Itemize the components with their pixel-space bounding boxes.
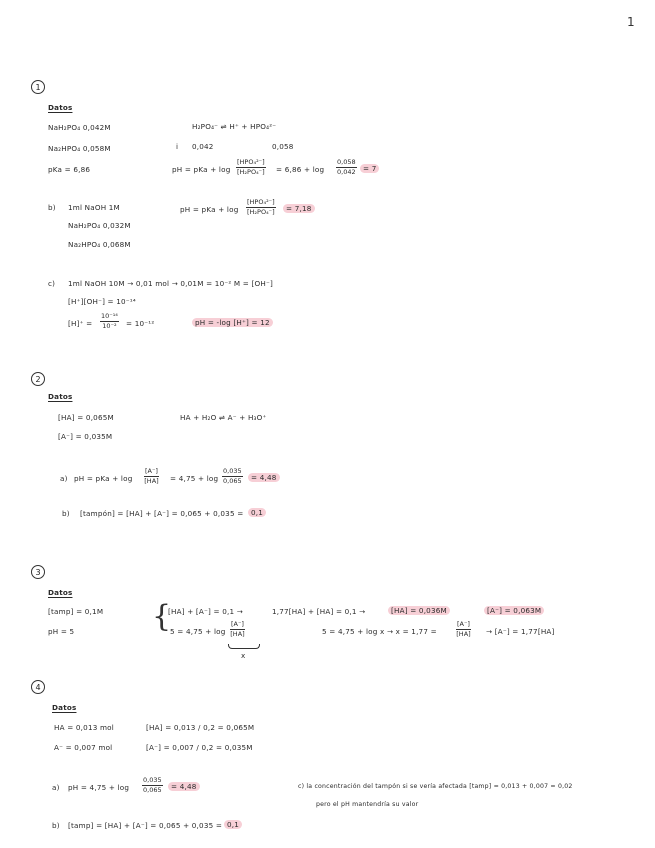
s2-a-ph-formula: pH = pKa + log bbox=[74, 474, 133, 483]
s3-system-eq-2: 5 = 4,75 + log bbox=[170, 627, 226, 636]
s3-system-eq-2c: → [A⁻] = 1,77[HA] bbox=[486, 627, 555, 636]
s3-data-line-2: pH = 5 bbox=[48, 627, 75, 636]
s1-ph-formula: pH = pKa + log bbox=[172, 165, 231, 174]
s1-b-line-2: NaH₂PO₄ 0,032M bbox=[68, 221, 131, 230]
s2-a-fraction-2 bbox=[222, 468, 243, 484]
s1-c-fraction-den: 10⁻² bbox=[102, 321, 117, 330]
s3-system-eq-1b: 1,77[HA] + [HA] = 0,1 → bbox=[272, 607, 366, 616]
section-2-number: 2 bbox=[31, 372, 45, 386]
s1-data-line-2: Na₂HPO₄ 0,058M bbox=[48, 144, 111, 153]
section-1-number: 1 bbox=[31, 80, 45, 94]
s1-ph-result: = 7 bbox=[360, 164, 379, 173]
s4-b-result: 0,1 bbox=[224, 820, 242, 829]
s3-datos-heading: Datos bbox=[48, 588, 73, 597]
s2-b-label: b) bbox=[62, 509, 70, 518]
s1-fraction-1-num: [HPO₄²⁻] bbox=[237, 158, 265, 166]
s3-fraction-1-num: [A⁻] bbox=[231, 620, 244, 628]
s3-fraction-1-den: [HA] bbox=[230, 629, 245, 638]
s1-fraction-1-den: [H₂PO₄⁻] bbox=[237, 167, 265, 176]
s1-data-line-3: pKa = 6,86 bbox=[48, 165, 91, 174]
s4-data-line-2b: [A⁻] = 0,007 / 0,2 = 0,035M bbox=[146, 743, 253, 752]
s2-data-line-2: [A⁻] = 0,035M bbox=[58, 432, 113, 441]
s1-b-ph-formula: pH = pKa + log bbox=[180, 205, 239, 214]
s3-result-ha: [HA] = 0,036M bbox=[388, 606, 450, 615]
s2-a-fraction-2-num: 0,035 bbox=[223, 467, 242, 475]
s1-c-line-3b: = 10⁻¹² bbox=[126, 319, 155, 328]
s1-fraction-2-den: 0,042 bbox=[337, 167, 356, 176]
s1-init-b: 0,058 bbox=[272, 142, 294, 151]
s1-b-result: = 7,18 bbox=[283, 204, 315, 213]
s1-fraction-1 bbox=[236, 159, 266, 175]
s4-c-text-1: c) la concentración del tampón si se vería afectada [tamp] = 0,013 + 0,007 = 0,02 bbox=[298, 783, 573, 790]
s2-a-fraction-1-num: [A⁻] bbox=[145, 467, 158, 475]
s4-b-label: b) bbox=[52, 821, 60, 830]
s3-data-line-1: [tamp] = 0,1M bbox=[48, 607, 104, 616]
s1-equilibrium: H₂PO₄⁻ ⇌ H⁺ + HPO₄²⁻ bbox=[192, 122, 277, 131]
s3-system-eq-1: [HA] + [A⁻] = 0,1 → bbox=[168, 607, 243, 616]
s1-c-label: c) bbox=[48, 279, 56, 288]
s3-result-a: [A⁻] = 0,063M bbox=[484, 606, 544, 615]
s1-b-label: b) bbox=[48, 203, 56, 212]
s4-a-label: a) bbox=[52, 783, 60, 792]
s1-c-line-3a: [H]⁺ = bbox=[68, 319, 93, 328]
s2-b-result: 0,1 bbox=[248, 508, 266, 517]
section-4-number: 4 bbox=[31, 680, 45, 694]
s1-c-result: pH = -log [H⁺] = 12 bbox=[192, 318, 273, 327]
s4-a-ph-formula: pH = 4,75 + log bbox=[68, 783, 130, 792]
s4-data-line-1: HA = 0,013 mol bbox=[54, 723, 114, 732]
s3-fraction-2-den: [HA] bbox=[456, 629, 471, 638]
s3-fraction-1 bbox=[230, 621, 245, 637]
s3-x-label: x bbox=[241, 651, 246, 660]
s1-c-fraction-num: 10⁻¹⁴ bbox=[101, 312, 118, 320]
s1-data-line-1: NaH₂PO₄ 0,042M bbox=[48, 123, 111, 132]
s4-a-result: = 4,48 bbox=[168, 782, 200, 791]
s1-init-i: i bbox=[176, 142, 179, 151]
s4-data-line-1b: [HA] = 0,013 / 0,2 = 0,065M bbox=[146, 723, 255, 732]
s3-underbrace bbox=[228, 644, 260, 649]
s1-b-line-3: Na₂HPO₄ 0,068M bbox=[68, 240, 131, 249]
page-number: 1 bbox=[627, 15, 635, 29]
s2-a-fraction-1-den: [HA] bbox=[144, 476, 159, 485]
s1-c-line-2: [H⁺][OH⁻] = 10⁻¹⁴ bbox=[68, 297, 136, 306]
section-3-number: 3 bbox=[31, 565, 45, 579]
s1-datos-heading: Datos bbox=[48, 103, 73, 112]
s4-data-line-2: A⁻ = 0,007 mol bbox=[54, 743, 113, 752]
s4-a-fraction-den: 0,065 bbox=[143, 785, 162, 794]
s2-datos-heading: Datos bbox=[48, 392, 73, 401]
s1-b-line-1: 1ml NaOH 1M bbox=[68, 203, 120, 212]
s3-fraction-2-num: [A⁻] bbox=[457, 620, 470, 628]
s1-b-fraction-den: [H₂PO₄⁻] bbox=[247, 207, 275, 216]
s4-b-text: [tamp] = [HA] + [A⁻] = 0,065 + 0,035 = bbox=[68, 821, 223, 830]
s4-a-fraction bbox=[142, 777, 163, 793]
s4-c-text-2: pero el pH mantendría su valor bbox=[316, 801, 419, 808]
s3-system-brace: { bbox=[152, 599, 172, 634]
s1-init-a: 0,042 bbox=[192, 142, 214, 151]
s2-equilibrium: HA + H₂O ⇌ A⁻ + H₃O⁺ bbox=[180, 413, 267, 422]
s2-a-result: = 4,48 bbox=[248, 473, 280, 482]
s1-b-fraction-num: [HPO₄²⁻] bbox=[247, 198, 275, 206]
s2-data-line-1: [HA] = 0,065M bbox=[58, 413, 114, 422]
s1-ph-mid: = 6,86 + log bbox=[276, 165, 325, 174]
s3-fraction-2 bbox=[456, 621, 471, 637]
s4-a-fraction-num: 0,035 bbox=[143, 776, 162, 784]
s2-b-text: [tampón] = [HA] + [A⁻] = 0,065 + 0,035 = bbox=[80, 509, 244, 518]
s1-fraction-2 bbox=[336, 159, 357, 175]
s1-fraction-2-num: 0,058 bbox=[337, 158, 356, 166]
s4-datos-heading: Datos bbox=[52, 703, 77, 712]
s2-a-fraction-2-den: 0,065 bbox=[223, 476, 242, 485]
s1-c-line-1: 1ml NaOH 10M → 0,01 mol → 0,01M = 10⁻² M = [OH⁻] bbox=[68, 279, 273, 288]
s3-system-eq-2b: 5 = 4,75 + log x → x = 1,77 = bbox=[322, 627, 437, 636]
s1-b-fraction bbox=[246, 199, 276, 215]
s2-a-fraction-1 bbox=[144, 468, 159, 484]
s1-c-fraction bbox=[100, 313, 119, 329]
s2-a-label: a) bbox=[60, 474, 68, 483]
s2-a-mid: = 4,75 + log bbox=[170, 474, 219, 483]
